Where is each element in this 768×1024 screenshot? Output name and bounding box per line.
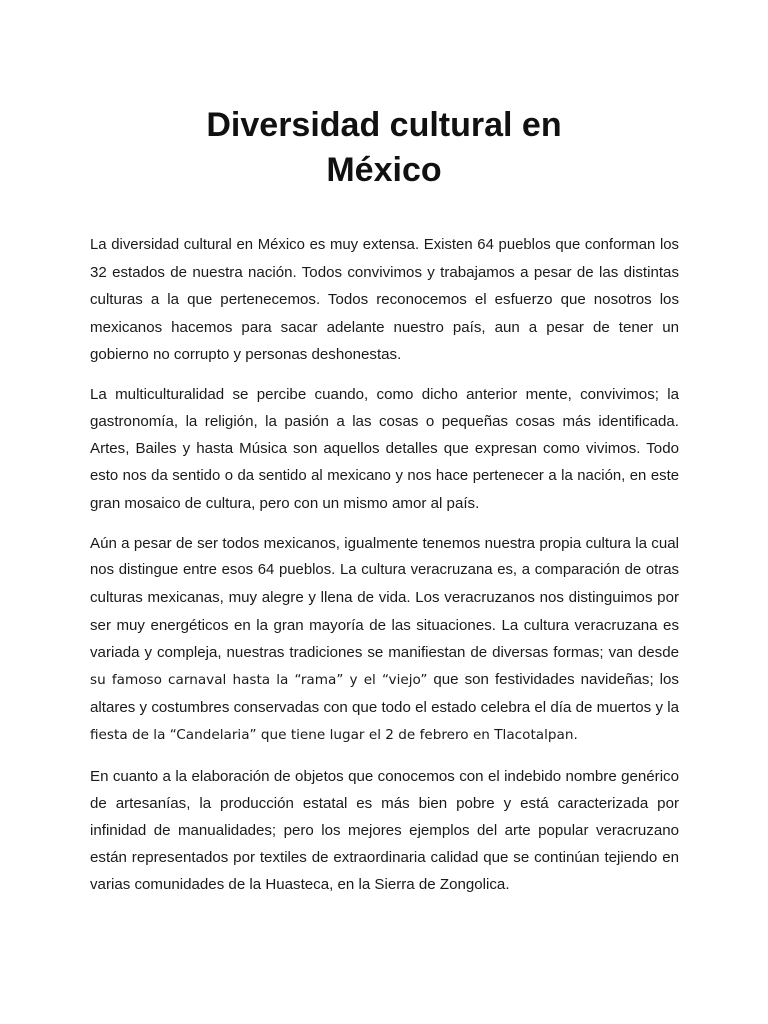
paragraph-1 — [90, 232, 679, 368]
alt-font-run: su famoso carnaval hasta la “rama” y el “viejo” — [90, 672, 428, 689]
paragraph-line — [90, 721, 679, 749]
paragraph-line: mexicanos hacemos para sacar adelante nuestro país, aun a pesar de tener un — [90, 318, 679, 336]
paragraph-line: culturas mexicanas, muy alegre y llena de vida. Los veracruzanos nos distinguimos por — [90, 589, 679, 607]
paragraph-line: 32 estados de nuestra nación. Todos convivimos y trabajamos a pesar de las distintas — [90, 264, 679, 282]
title-line-1: Diversidad cultural en — [206, 106, 562, 144]
paragraph-line: gastronomía, la religión, la pasión a las cosas o pequeñas cosas más identificada. — [90, 413, 679, 431]
paragraph-line: Aún a pesar de ser todos mexicanos, igualmente tenemos nuestra propia cultura la cual — [90, 535, 679, 553]
paragraph-3 — [90, 530, 679, 750]
paragraph-line: esto nos da sentido o da sentido al mexicano y nos hace pertenecer a la nación, en este — [90, 467, 679, 484]
paragraph-line — [90, 666, 679, 694]
paragraph-2 — [90, 381, 679, 517]
paragraph-line: En cuanto a la elaboración de objetos que conocemos con el indebido nombre genérico — [90, 767, 679, 785]
paragraph-line: ser muy energéticos en la gran mayoría de las situaciones. La cultura veracruzana es — [90, 616, 679, 634]
paragraph-line: gran mosaico de cultura, pero con un mismo amor al país. — [90, 494, 480, 512]
document-body — [90, 232, 679, 912]
paragraph-line: altares y costumbres conservadas con que todo el estado celebra el día de muertos y la — [90, 699, 679, 717]
paragraph-line: La diversidad cultural en México es muy extensa. Existen 64 pueblos que conforman los — [90, 237, 679, 253]
alt-font-run: fiesta de la “Candelaria” que tiene lugar el 2 de febrero en Tlacotalpan. — [90, 727, 578, 744]
paragraph-line: nos distingue entre esos 64 pueblos. La cultura veracruzana es, a comparación de otras — [90, 562, 679, 579]
paragraph-line: Artes, Bailes y hasta Música son aquellos detalles que expresan como vivimos. Todo — [90, 440, 679, 458]
paragraph-run: que son festividades navideñas; los — [427, 671, 679, 689]
title-line-2: México — [326, 151, 442, 189]
paragraph-line: varias comunidades de la Huasteca, en la Sierra de Zongolica. — [90, 876, 510, 894]
paragraph-4 — [90, 763, 679, 899]
document-title — [0, 103, 768, 193]
paragraph-line: de artesanías, la producción estatal es más bien pobre y está caracterizada por — [90, 794, 679, 812]
paragraph-line: variada y compleja, nuestras tradiciones se manifiestan de diversas formas; van desde — [90, 643, 679, 661]
paragraph-line: gobierno no corrupto y personas deshonestas. — [90, 345, 402, 363]
paragraph-line: La multiculturalidad se percibe cuando, como dicho anterior mente, convivimos; la — [90, 386, 679, 404]
paragraph-line: infinidad de manualidades; pero los mejores ejemplos del arte popular veracruzano — [90, 822, 679, 840]
paragraph-line: culturas a la que pertenecemos. Todos reconocemos el esfuerzo que nosotros los — [90, 291, 679, 309]
paragraph-line: están representados por textiles de extraordinaria calidad que se continúan tejiendo en — [90, 849, 679, 867]
